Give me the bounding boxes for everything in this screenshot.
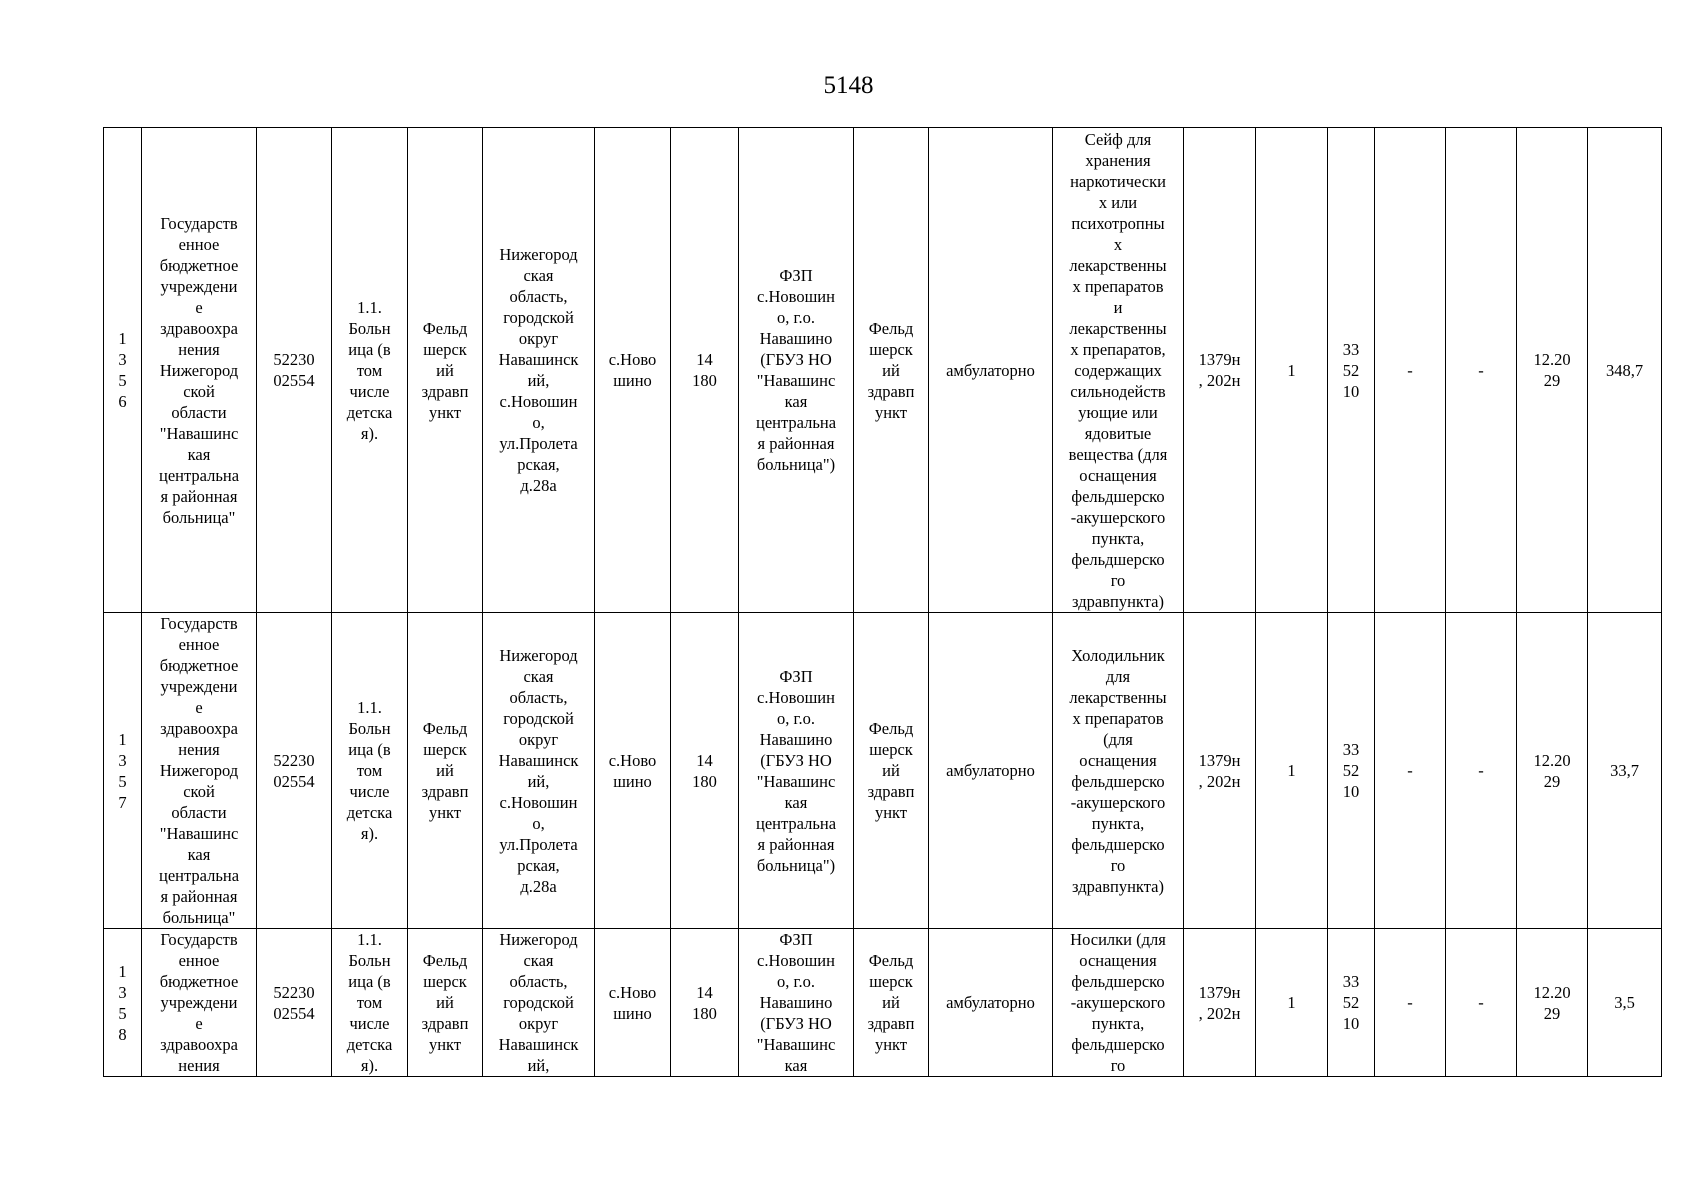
column-a: - bbox=[1375, 613, 1446, 929]
population: 14 180 bbox=[671, 929, 739, 1077]
population: 14 180 bbox=[671, 613, 739, 929]
locality: с.Ново шино bbox=[595, 929, 671, 1077]
unit-type: Фельд шерск ий здравп ункт bbox=[408, 613, 483, 929]
facility: ФЗП с.Новошин о, г.о. Навашино (ГБУЗ НО "Навашинс кая bbox=[739, 929, 854, 1077]
inn-code: 52230 02554 bbox=[257, 128, 332, 613]
column-b: - bbox=[1446, 929, 1517, 1077]
quantity: 1 bbox=[1256, 128, 1328, 613]
inn-code: 52230 02554 bbox=[257, 929, 332, 1077]
equipment: Холодильник для лекарственны х препаратов (для оснащения фельдшерско -акушерского пункта, фельдшерско го здравпункта) bbox=[1053, 613, 1184, 929]
code: 33 52 10 bbox=[1328, 613, 1375, 929]
institution-name: Государств енное бюджетное учреждени е здравоохра нения bbox=[142, 929, 257, 1077]
row-number: 1 3 5 7 bbox=[104, 613, 142, 929]
amount: 33,7 bbox=[1588, 613, 1662, 929]
institution-category: 1.1. Больн ица (в том числе детска я). bbox=[332, 613, 408, 929]
registry-table bbox=[103, 127, 1662, 1077]
table-row bbox=[104, 128, 1662, 613]
amount: 3,5 bbox=[1588, 929, 1662, 1077]
inn-code: 52230 02554 bbox=[257, 613, 332, 929]
row-number: 1 3 5 8 bbox=[104, 929, 142, 1077]
care-condition: амбулаторно bbox=[929, 929, 1053, 1077]
page-number: 5148 bbox=[823, 72, 874, 99]
institution-category: 1.1. Больн ица (в том числе детска я). bbox=[332, 128, 408, 613]
column-a: - bbox=[1375, 929, 1446, 1077]
facility: ФЗП с.Новошин о, г.о. Навашино (ГБУЗ НО "Навашинс кая центральна я районная больница") bbox=[739, 128, 854, 613]
institution-name: Государств енное бюджетное учреждени е здравоохра нения Нижегород ской области "Навашинс кая центральна я районная больница" bbox=[142, 128, 257, 613]
unit-type: Фельд шерск ий здравп ункт bbox=[408, 929, 483, 1077]
facility: ФЗП с.Новошин о, г.о. Навашино (ГБУЗ НО "Навашинс кая центральна я районная больница") bbox=[739, 613, 854, 929]
code: 33 52 10 bbox=[1328, 128, 1375, 613]
date: 12.20 29 bbox=[1517, 613, 1588, 929]
equipment: Сейф для хранения наркотически х или психотропны х лекарственны х препаратов и лекарственны х препаратов, содержащих сильнодейств ующие или ядовитые вещества (для оснащения фельдшерско -акушерского пункта, фельдшерско го здравпункта) bbox=[1053, 128, 1184, 613]
subdivision: Фельд шерск ий здравп ункт bbox=[854, 929, 929, 1077]
amount: 348,7 bbox=[1588, 128, 1662, 613]
date: 12.20 29 bbox=[1517, 128, 1588, 613]
column-b: - bbox=[1446, 613, 1517, 929]
care-condition: амбулаторно bbox=[929, 613, 1053, 929]
subdivision: Фельд шерск ий здравп ункт bbox=[854, 613, 929, 929]
address: Нижегород ская область, городской округ Навашинск ий, bbox=[483, 929, 595, 1077]
address: Нижегород ская область, городской округ Навашинск ий, с.Новошин о, ул.Пролета рская, д.28а bbox=[483, 613, 595, 929]
locality: с.Ново шино bbox=[595, 613, 671, 929]
table-row bbox=[104, 929, 1662, 1077]
subdivision: Фельд шерск ий здравп ункт bbox=[854, 128, 929, 613]
equipment: Носилки (для оснащения фельдшерско -акушерского пункта, фельдшерско го bbox=[1053, 929, 1184, 1077]
unit-type: Фельд шерск ий здравп ункт bbox=[408, 128, 483, 613]
table-row bbox=[104, 613, 1662, 929]
quantity: 1 bbox=[1256, 929, 1328, 1077]
column-b: - bbox=[1446, 128, 1517, 613]
institution-category: 1.1. Больн ица (в том числе детска я). bbox=[332, 929, 408, 1077]
date: 12.20 29 bbox=[1517, 929, 1588, 1077]
quantity: 1 bbox=[1256, 613, 1328, 929]
order-reference: 1379н , 202н bbox=[1184, 613, 1256, 929]
care-condition: амбулаторно bbox=[929, 128, 1053, 613]
order-reference: 1379н , 202н bbox=[1184, 128, 1256, 613]
institution-name: Государств енное бюджетное учреждени е здравоохра нения Нижегород ской области "Навашинс кая центральна я районная больница" bbox=[142, 613, 257, 929]
code: 33 52 10 bbox=[1328, 929, 1375, 1077]
locality: с.Ново шино bbox=[595, 128, 671, 613]
address: Нижегород ская область, городской округ Навашинск ий, с.Новошин о, ул.Пролета рская, д.28а bbox=[483, 128, 595, 613]
column-a: - bbox=[1375, 128, 1446, 613]
row-number: 1 3 5 6 bbox=[104, 128, 142, 613]
population: 14 180 bbox=[671, 128, 739, 613]
order-reference: 1379н , 202н bbox=[1184, 929, 1256, 1077]
